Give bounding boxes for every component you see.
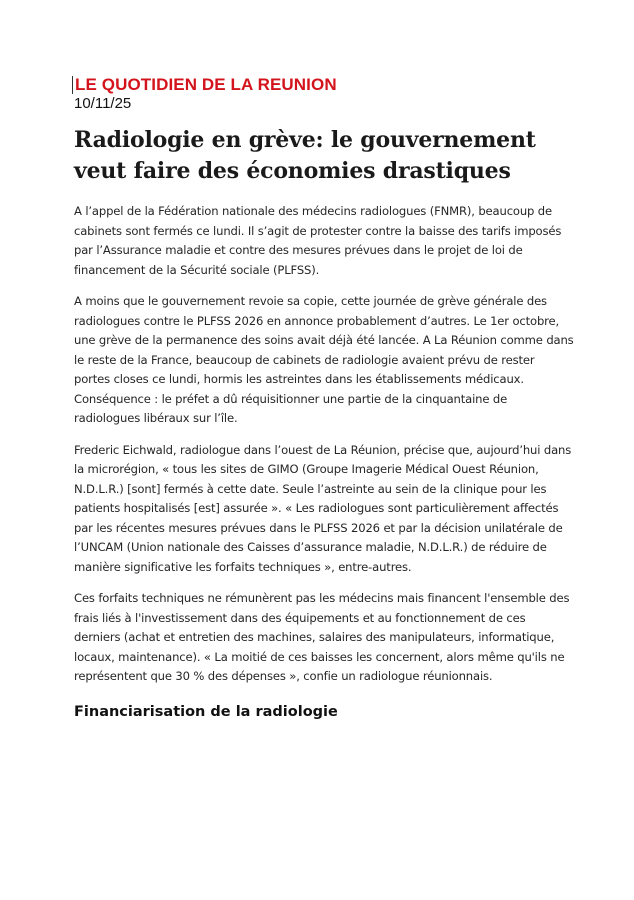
text-cursor [72, 76, 73, 94]
section-subheading: Financiarisation de la radiologie [74, 703, 338, 720]
article-paragraph-2: A moins que le gouvernement revoie sa copie, cette journée de grève générale des radiologues contre le PLFSS 2026 en annonce probablement d’autres. Le 1er octobre, une grève de la permanence des soins avait déjà été lancée. A La Réunion comme dans le reste de la France, beaucoup de cabinets de radiologie avaient prévu de rester portes closes ce lundi, hormis les astreintes dans les établissements médicaux. Conséquence : le préfet a dû réquisitionner une partie de la cinquantaine de radiologues libéraux sur l’île. [74, 294, 574, 425]
article-paragraph-4: Ces forfaits techniques ne rémunèrent pas les médecins mais financent l'ensemble des frais liés à l'investissement dans des équipements et au fonctionnement de ces derniers (achat et entretien des machines, salaires des manipulateurs, informatique, locaux, maintenance). « La moitié de ces baisses les concernent, alors même qu'ils ne représentent que 30 % des dépenses », confie un radiologue réunionnais. [74, 591, 570, 683]
publication-date: 10/11/25 [74, 95, 132, 112]
article-paragraph-3: Frederic Eichwald, radiologue dans l’ouest de La Réunion, précise que, aujourd’hui dans la microrégion, « tous les sites de GIMO (Groupe Imagerie Médical Ouest Réunion, N.D.L.R.) [sont] fermés à cette date. Seule l’astreinte au sein de la clinique pour les patients hospitalisés [est] assurée ». « Les radiologues sont particulièrement affectés par les récentes mesures prévues dans le PLFSS 2026 et par la décision unilatérale de l’UNCAM (Union nationale des Caisses d’assurance maladie, N.D.L.R.) de réduire de manière significative les forfaits techniques », entre-autres. [74, 442, 572, 574]
article-paragraph-1: A l’appel de la Fédération nationale des médecins radiologues (FNMR), beaucoup de cabinets sont fermés ce lundi. Il s’agit de protester contre la baisse des tarifs imposés par l’Assurance maladie et contre des mesures prévues dans le projet de loi de financement de la Sécurité sociale (PLFSS). [74, 204, 562, 277]
publication-name: LE QUOTIDIEN DE LA REUNION [75, 75, 337, 94]
publication-name-line[interactable] [74, 75, 574, 95]
article-headline: Radiologie en grève: le gouvernement veut faire des économies drastiques [74, 127, 536, 184]
document-page [74, 75, 574, 723]
